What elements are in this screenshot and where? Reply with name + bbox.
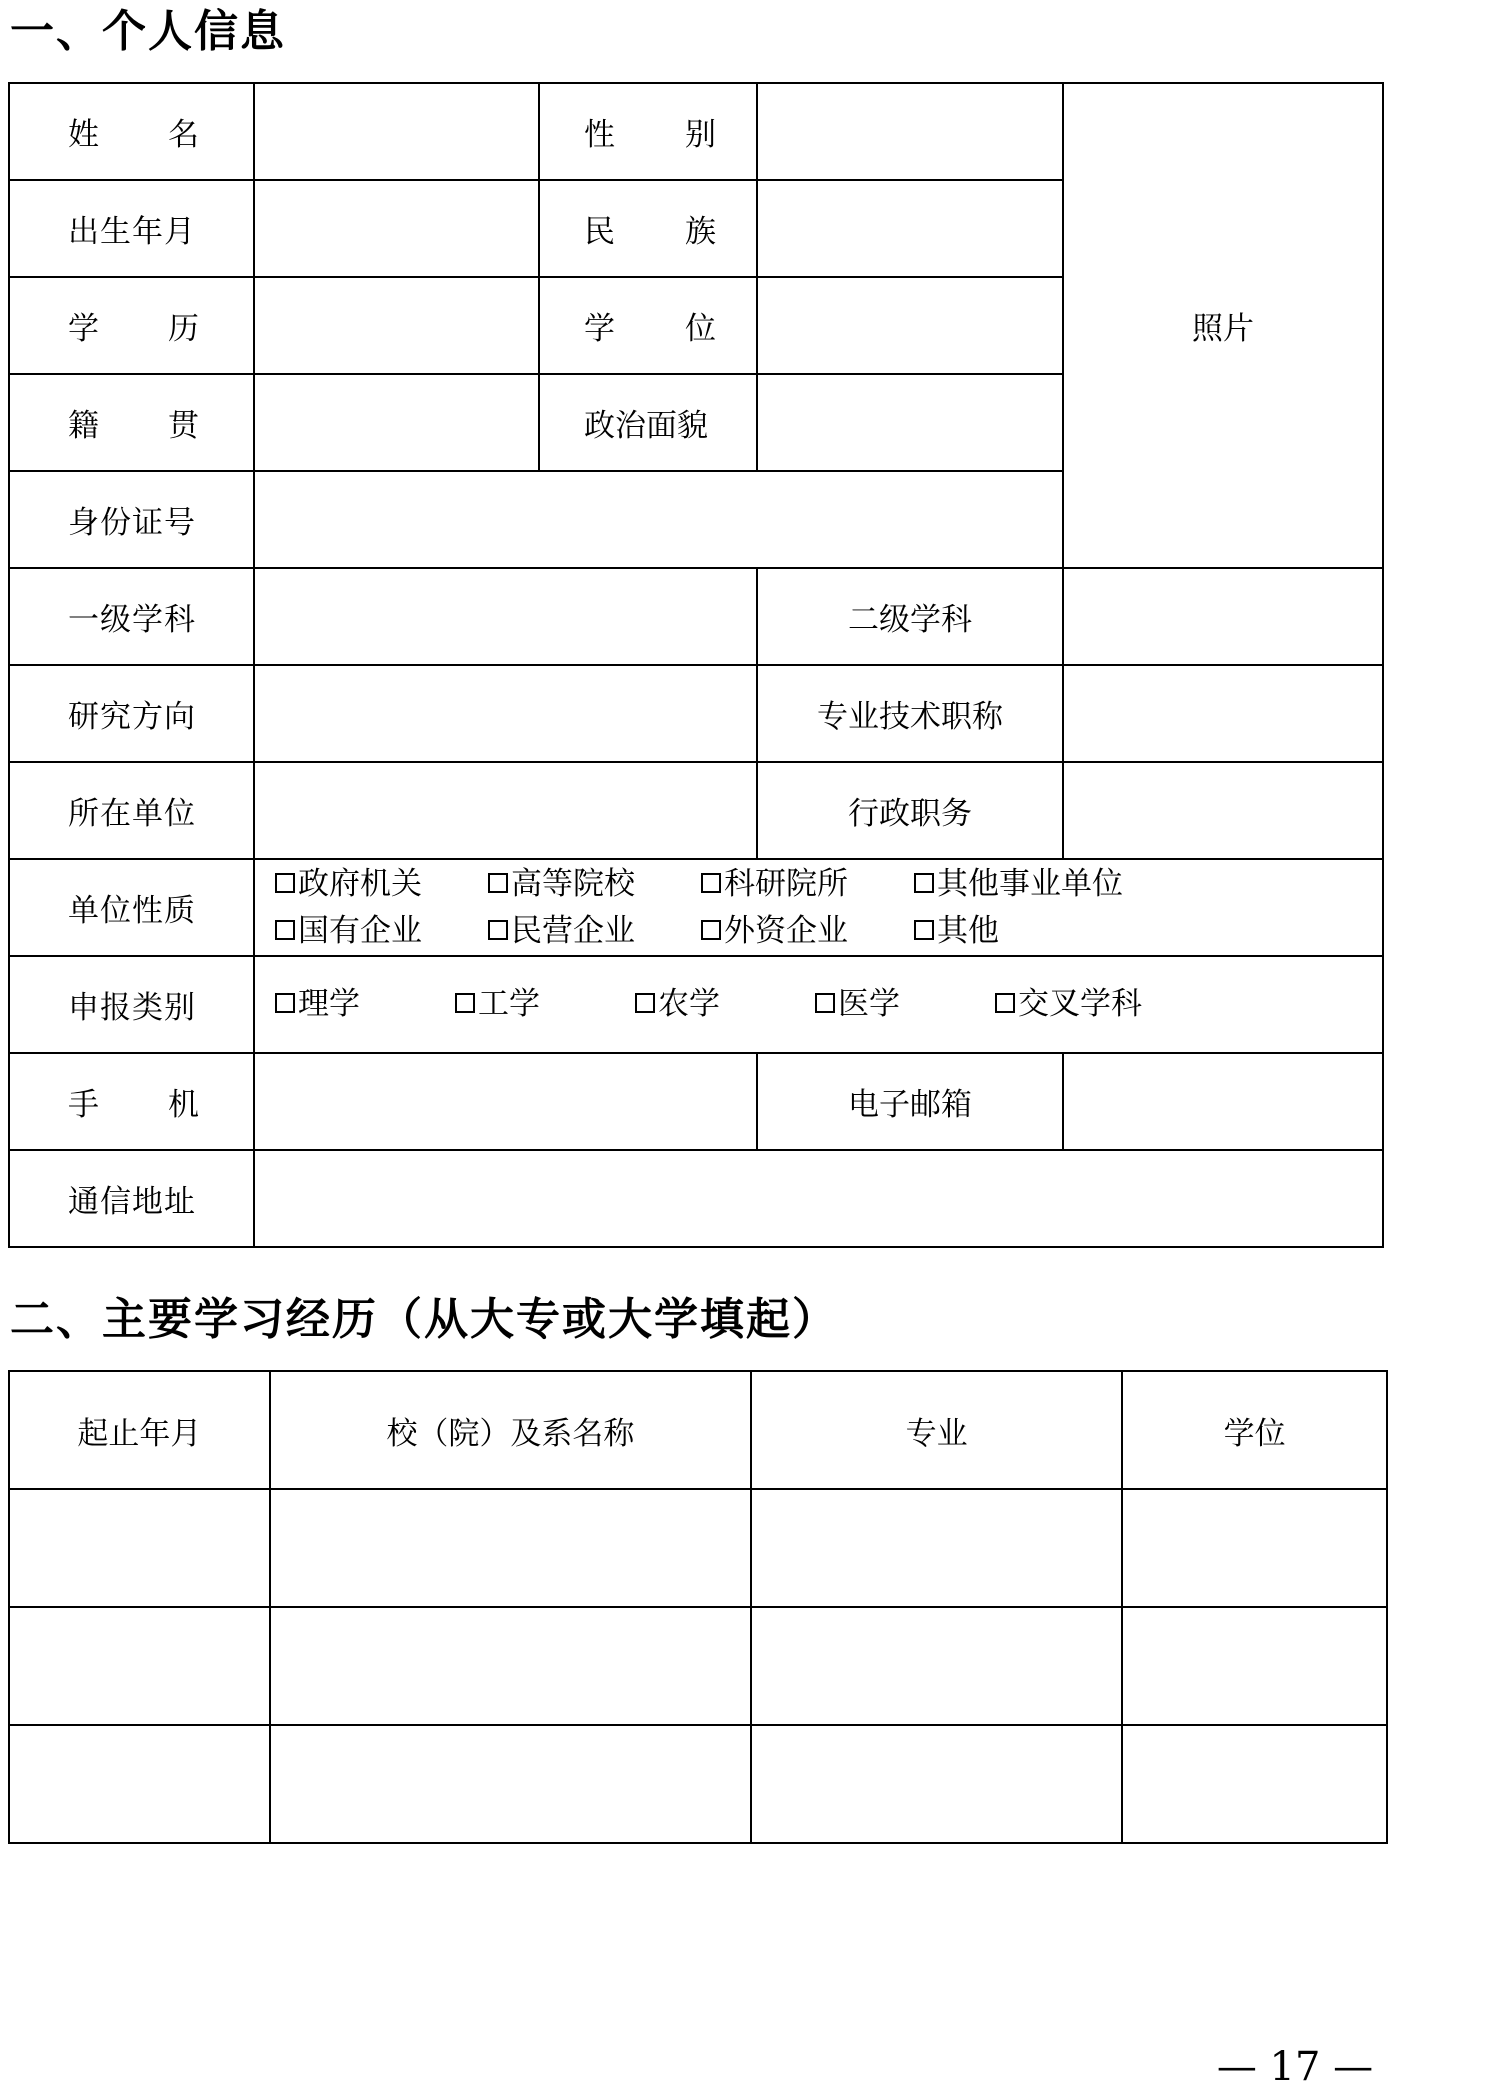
name-field[interactable] xyxy=(254,83,539,180)
checkbox-icon xyxy=(701,873,721,893)
id-number-field[interactable] xyxy=(254,471,1063,568)
table-row xyxy=(9,1607,1387,1725)
degree-field[interactable] xyxy=(757,277,1063,374)
native-place-label: 籍 贯 xyxy=(9,374,254,471)
checkbox-other[interactable]: 其他 xyxy=(914,908,1127,955)
research-direction-field[interactable] xyxy=(254,665,757,762)
period-cell[interactable] xyxy=(9,1607,270,1725)
primary-discipline-field[interactable] xyxy=(254,568,757,665)
id-number-label: 身份证号 xyxy=(9,471,254,568)
checkbox-icon xyxy=(455,993,475,1013)
degree-cell[interactable] xyxy=(1122,1607,1387,1725)
political-status-label: 政治面貌 xyxy=(539,374,757,471)
checkbox-science[interactable]: 理学 xyxy=(275,981,455,1028)
section-title-personal-info: 一、个人信息 xyxy=(10,6,286,57)
mobile-label: 手 机 xyxy=(9,1053,254,1150)
personal-info-table xyxy=(8,82,1384,1248)
ethnicity-label: 民 族 xyxy=(539,180,757,277)
unit-nature-options xyxy=(254,859,1383,956)
education-field[interactable] xyxy=(254,277,539,374)
checkbox-university[interactable]: 高等院校 xyxy=(488,861,701,908)
checkbox-icon xyxy=(275,873,295,893)
education-history-table xyxy=(8,1370,1388,1844)
header-degree: 学位 xyxy=(1122,1371,1387,1489)
checkbox-gov[interactable]: 政府机关 xyxy=(275,861,488,908)
school-cell[interactable] xyxy=(270,1607,751,1725)
checkbox-icon xyxy=(815,993,835,1013)
native-place-field[interactable] xyxy=(254,374,539,471)
education-label: 学 历 xyxy=(9,277,254,374)
gender-field[interactable] xyxy=(757,83,1063,180)
section-title-education: 二、主要学习经历（从大专或大学填起） xyxy=(10,1294,838,1345)
checkbox-foreign[interactable]: 外资企业 xyxy=(701,908,914,955)
category-options xyxy=(254,956,1383,1053)
checkbox-research-institute[interactable]: 科研院所 xyxy=(701,861,914,908)
primary-discipline-label: 一级学科 xyxy=(9,568,254,665)
address-field[interactable] xyxy=(254,1150,1383,1247)
political-status-field[interactable] xyxy=(757,374,1063,471)
period-cell[interactable] xyxy=(9,1489,270,1607)
degree-cell[interactable] xyxy=(1122,1725,1387,1843)
checkbox-interdisciplinary[interactable]: 交叉学科 xyxy=(995,981,1175,1028)
address-label: 通信地址 xyxy=(9,1150,254,1247)
checkbox-icon xyxy=(995,993,1015,1013)
degree-label: 学 位 xyxy=(539,277,757,374)
checkbox-icon xyxy=(635,993,655,1013)
professional-title-field[interactable] xyxy=(1063,665,1383,762)
gender-label: 性 别 xyxy=(539,83,757,180)
degree-cell[interactable] xyxy=(1122,1489,1387,1607)
major-cell[interactable] xyxy=(751,1607,1122,1725)
major-cell[interactable] xyxy=(751,1725,1122,1843)
admin-post-label: 行政职务 xyxy=(757,762,1063,859)
checkbox-icon xyxy=(488,873,508,893)
checkbox-state-owned[interactable]: 国有企业 xyxy=(275,908,488,955)
secondary-discipline-label: 二级学科 xyxy=(757,568,1063,665)
checkbox-private[interactable]: 民营企业 xyxy=(488,908,701,955)
email-field[interactable] xyxy=(1063,1053,1383,1150)
checkbox-icon xyxy=(914,920,934,940)
category-label: 申报类别 xyxy=(9,956,254,1053)
birth-label: 出生年月 xyxy=(9,180,254,277)
birth-field[interactable] xyxy=(254,180,539,277)
table-row xyxy=(9,1489,1387,1607)
header-major: 专业 xyxy=(751,1371,1122,1489)
checkbox-engineering[interactable]: 工学 xyxy=(455,981,635,1028)
checkbox-agriculture[interactable]: 农学 xyxy=(635,981,815,1028)
period-cell[interactable] xyxy=(9,1725,270,1843)
checkbox-icon xyxy=(701,920,721,940)
page-number: — 17 — xyxy=(1216,2044,1374,2090)
checkbox-icon xyxy=(275,920,295,940)
checkbox-icon xyxy=(914,873,934,893)
photo-label: 照片 xyxy=(1192,311,1254,347)
checkbox-other-public[interactable]: 其他事业单位 xyxy=(914,861,1127,908)
checkbox-icon xyxy=(275,993,295,1013)
email-label: 电子邮箱 xyxy=(757,1053,1063,1150)
checkbox-icon xyxy=(488,920,508,940)
ethnicity-field[interactable] xyxy=(757,180,1063,277)
admin-post-field[interactable] xyxy=(1063,762,1383,859)
major-cell[interactable] xyxy=(751,1489,1122,1607)
school-cell[interactable] xyxy=(270,1489,751,1607)
research-direction-label: 研究方向 xyxy=(9,665,254,762)
secondary-discipline-field[interactable] xyxy=(1063,568,1383,665)
unit-nature-label: 单位性质 xyxy=(9,859,254,956)
photo-cell[interactable] xyxy=(1063,83,1383,568)
employer-label: 所在单位 xyxy=(9,762,254,859)
school-cell[interactable] xyxy=(270,1725,751,1843)
employer-field[interactable] xyxy=(254,762,757,859)
name-label: 姓 名 xyxy=(9,83,254,180)
table-row xyxy=(9,1725,1387,1843)
professional-title-label: 专业技术职称 xyxy=(757,665,1063,762)
mobile-field[interactable] xyxy=(254,1053,757,1150)
checkbox-medicine[interactable]: 医学 xyxy=(815,981,995,1028)
header-period: 起止年月 xyxy=(9,1371,270,1489)
header-school: 校（院）及系名称 xyxy=(270,1371,751,1489)
